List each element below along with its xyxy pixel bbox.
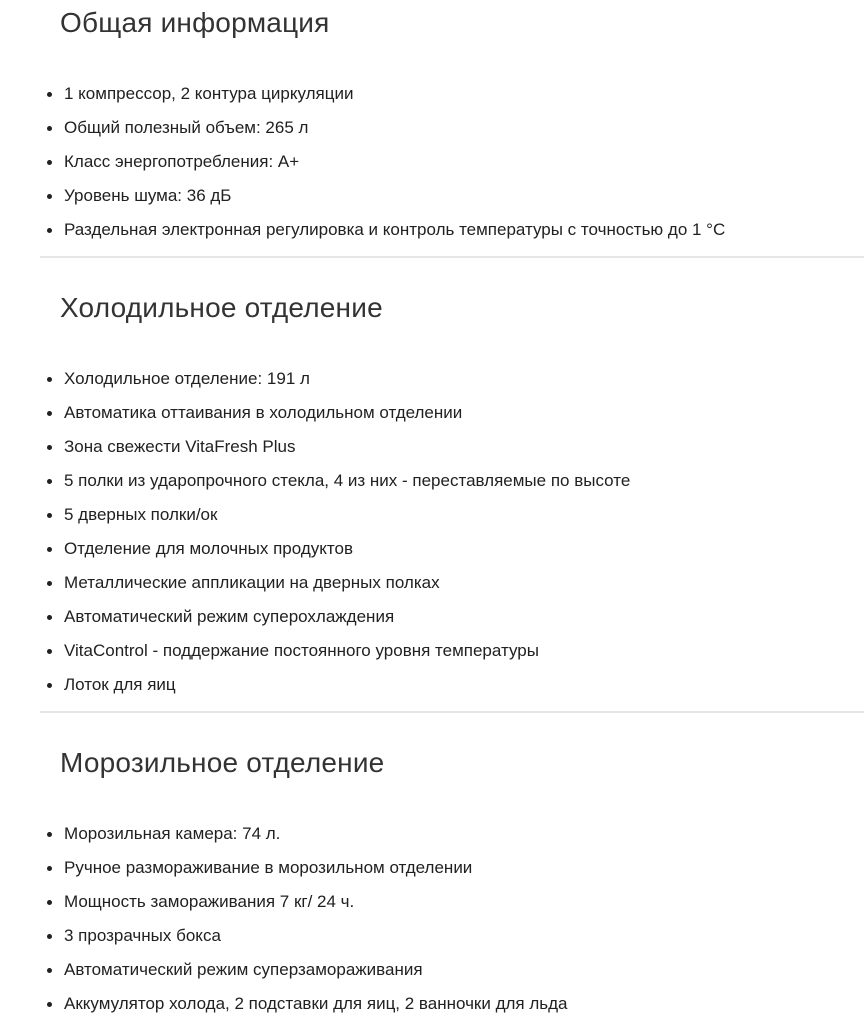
bullet-icon: [47, 92, 52, 97]
bullet-icon: [47, 126, 52, 131]
spec-list-item: [40, 118, 864, 138]
section-title: Холодильное отделение: [60, 292, 383, 323]
bullet-icon: [47, 377, 52, 382]
spec-item-text: Мощность замораживания 7 кг/ 24 ч.: [64, 892, 355, 911]
bullet-icon: [47, 581, 52, 586]
bullet-icon: [47, 479, 52, 484]
spec-list-item: [40, 505, 864, 525]
spec-list-item: [40, 471, 864, 491]
spec-item-text: Морозильная камера: 74 л.: [64, 824, 281, 843]
spec-item-text: Холодильное отделение: 191 л: [64, 369, 310, 388]
spec-item-text: Класс энергопотребления: A+: [64, 152, 300, 171]
spec-list: [0, 824, 864, 1014]
bullet-icon: [47, 160, 52, 165]
spec-item-text: Автоматический режим суперохлаждения: [64, 607, 395, 626]
bullet-icon: [47, 615, 52, 620]
bullet-icon: [47, 832, 52, 837]
spec-list-item: [40, 892, 864, 912]
bullet-icon: [47, 228, 52, 233]
bullet-icon: [47, 513, 52, 518]
spec-section: [0, 746, 864, 1014]
bullet-icon: [47, 649, 52, 654]
spec-list-item: [40, 573, 864, 593]
bullet-icon: [47, 411, 52, 416]
bullet-icon: [47, 1002, 52, 1007]
bullet-icon: [47, 547, 52, 552]
spec-item-text: Отделение для молочных продуктов: [64, 539, 353, 558]
spec-item-text: 3 прозрачных бокса: [64, 926, 221, 945]
spec-item-text: Раздельная электронная регулировка и контроль температуры с точностью до 1 °C: [64, 220, 726, 239]
spec-item-text: Зона свежести VitaFresh Plus: [64, 437, 296, 456]
spec-item-text: Лоток для яиц: [64, 675, 176, 694]
spec-item-text: VitaControl - поддержание постоянного уровня температуры: [64, 641, 539, 660]
spec-item-text: Автоматический режим суперзамораживания: [64, 960, 423, 979]
spec-list-item: [40, 960, 864, 980]
section-divider: [40, 711, 864, 713]
spec-list-item: [40, 824, 864, 844]
spec-list-item: [40, 926, 864, 946]
spec-item-text: 1 компрессор, 2 контура циркуляции: [64, 84, 354, 103]
bullet-icon: [47, 194, 52, 199]
product-specs-page: [0, 6, 864, 1014]
spec-list-item: [40, 403, 864, 423]
spec-item-text: Ручное размораживание в морозильном отделении: [64, 858, 473, 877]
section-divider: [40, 256, 864, 258]
spec-list-item: [40, 220, 864, 240]
spec-item-text: Автоматика оттаивания в холодильном отделении: [64, 403, 463, 422]
spec-item-text: 5 дверных полки/ок: [64, 505, 218, 524]
spec-list-item: [40, 994, 864, 1014]
spec-list-item: [40, 539, 864, 559]
spec-list-item: [40, 369, 864, 389]
spec-item-text: Аккумулятор холода, 2 подставки для яиц, 2 ванночки для льда: [64, 994, 568, 1013]
spec-list-item: [40, 858, 864, 878]
spec-list: [0, 369, 864, 695]
spec-list-item: [40, 186, 864, 206]
spec-list: [0, 84, 864, 240]
spec-item-text: Общий полезный объем: 265 л: [64, 118, 309, 137]
bullet-icon: [47, 968, 52, 973]
bullet-icon: [47, 866, 52, 871]
spec-item-text: Уровень шума: 36 дБ: [64, 186, 232, 205]
spec-list-item: [40, 607, 864, 627]
bullet-icon: [47, 934, 52, 939]
bullet-icon: [47, 445, 52, 450]
spec-list-item: [40, 641, 864, 661]
spec-list-item: [40, 437, 864, 457]
section-title: Общая информация: [60, 7, 330, 38]
spec-item-text: 5 полки из ударопрочного стекла, 4 из них - переставляемые по высоте: [64, 471, 631, 490]
section-title: Морозильное отделение: [60, 747, 385, 778]
spec-section: [0, 6, 864, 240]
spec-list-item: [40, 84, 864, 104]
spec-list-item: [40, 152, 864, 172]
bullet-icon: [47, 900, 52, 905]
spec-item-text: Металлические аппликации на дверных полках: [64, 573, 440, 592]
bullet-icon: [47, 683, 52, 688]
spec-section: [0, 291, 864, 695]
spec-list-item: [40, 675, 864, 695]
